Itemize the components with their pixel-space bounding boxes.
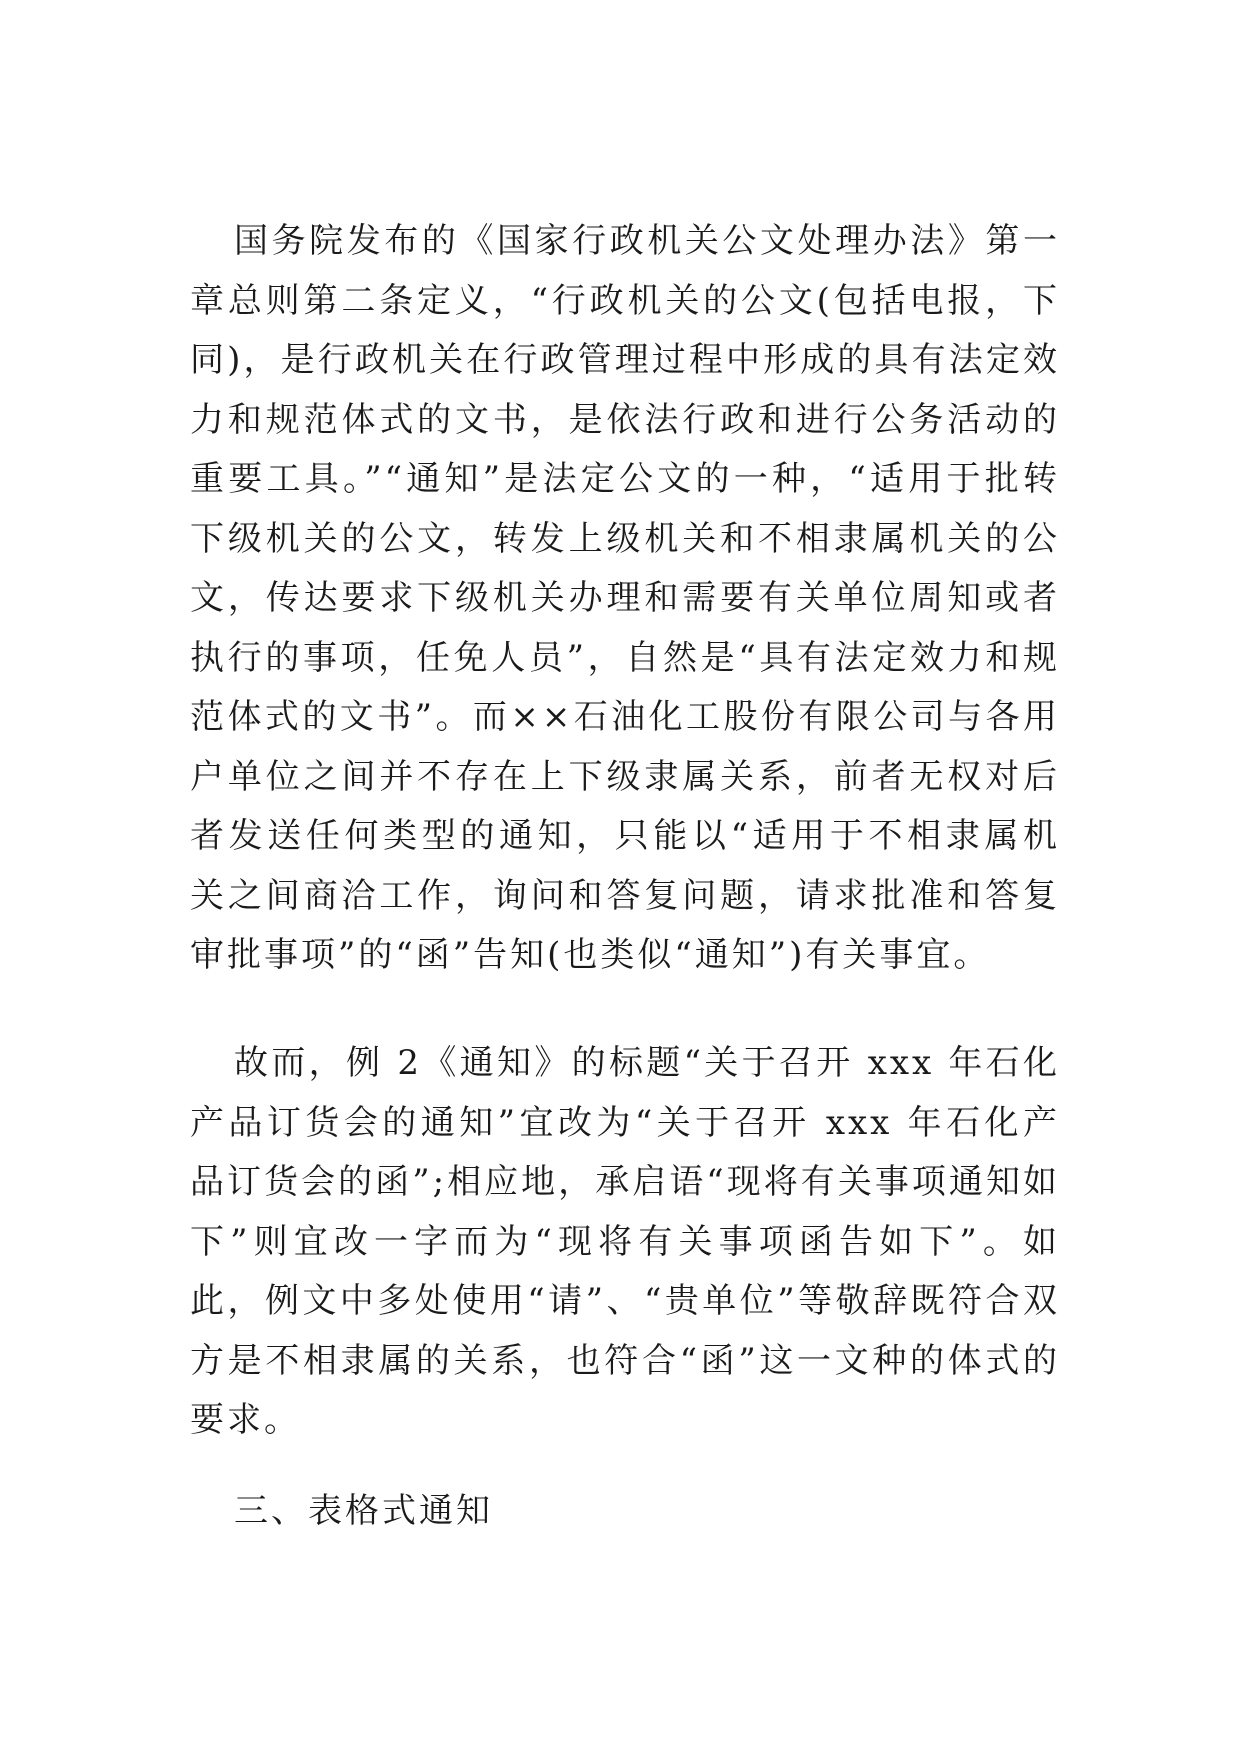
section-heading: 三、表格式通知	[234, 1491, 493, 1531]
body-paragraph-1: 国务院发布的《国家行政机关公文处理办法》第一章总则第二条定义，“行政机关的公文(包括电报，下同)，是行政机关在行政管理过程中形成的具有法定效力和规范体式的文书，是依法行政和进行公务活动的重要工具。”“通知”是法定公文的一种，“适用于批转下级机关的公文，转发上级机关和不相隶属机关的公文，传达要求下级机关办理和需要有关单位周知或者执行的事项，任免人员”，自然是“具有法定效力和规范体式的文书”。而××石油化工股份有限公司与各用户单位之间并不存在上下级隶属关系，前者无权对后者发送任何类型的通知，只能以“适用于不相隶属机关之间商洽工作，询问和答复问题，请求批准和答复审批事项”的“函”告知(也类似“通知”)有关事宜。	[190, 221, 1060, 975]
body-paragraph-2: 故而，例 2《通知》的标题“关于召开 xxx 年石化产品订货会的通知”宜改为“关于召开 xxx 年石化产品订货会的函”;相应地，承启语“现将有关事项通知如下”则宜改一字而为“现将有关事项函告如下”。如此，例文中多处使用“请”、“贵单位”等敬辞既符合双方是不相隶属的关系，也符合“函”这一文种的体式的要求。	[190, 1043, 1060, 1440]
